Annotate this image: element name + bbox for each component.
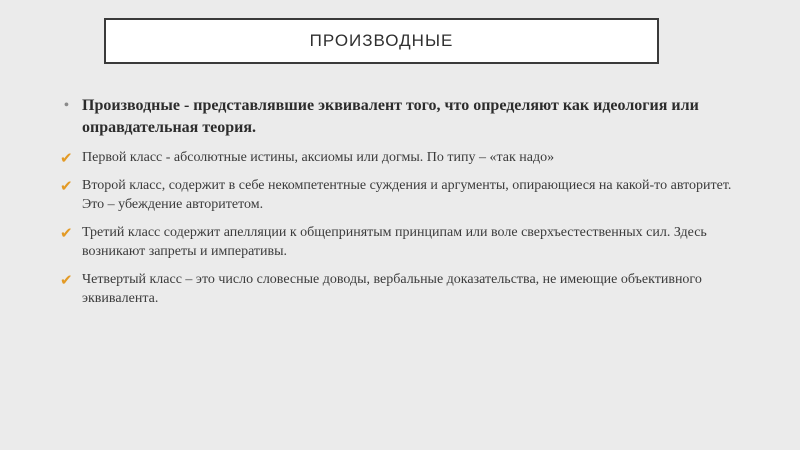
checkmark-icon: ✔	[60, 149, 73, 167]
list-item-text: Четвертый класс – это число словесные доводы, вербальные доказательства, не имеющие объективного эквивалента.	[82, 272, 702, 306]
list-item	[60, 270, 740, 308]
checkmark-icon: ✔	[60, 271, 73, 289]
list-item	[60, 176, 740, 214]
slide-content	[60, 95, 740, 317]
list-item	[60, 148, 740, 167]
checkmark-icon: ✔	[60, 224, 73, 242]
list-item-text: Второй класс, содержит в себе некомпетентные суждения и аргументы, опирающиеся на какой-то авторитет. Это – убеждение авторитетом.	[82, 178, 732, 212]
main-bullet-item	[60, 95, 740, 139]
bullet-dot-icon: •	[64, 98, 69, 113]
checkmark-icon: ✔	[60, 177, 73, 195]
list-item-text: Третий класс содержит апелляции к общепринятым принципам или воле сверхъестественных сил. Здесь возникают запреты и императивы.	[82, 225, 707, 259]
list-item-text: Первой класс - абсолютные истины, аксиомы или догмы. По типу – «так надо»	[82, 150, 555, 165]
slide-title: ПРОИЗВОДНЫЕ	[309, 31, 454, 50]
list-item	[60, 223, 740, 261]
main-bullet-text: Производные - представлявшие эквивалент того, что определяют как идеология или оправдательная теория.	[82, 97, 699, 136]
slide-title-box	[104, 18, 659, 64]
